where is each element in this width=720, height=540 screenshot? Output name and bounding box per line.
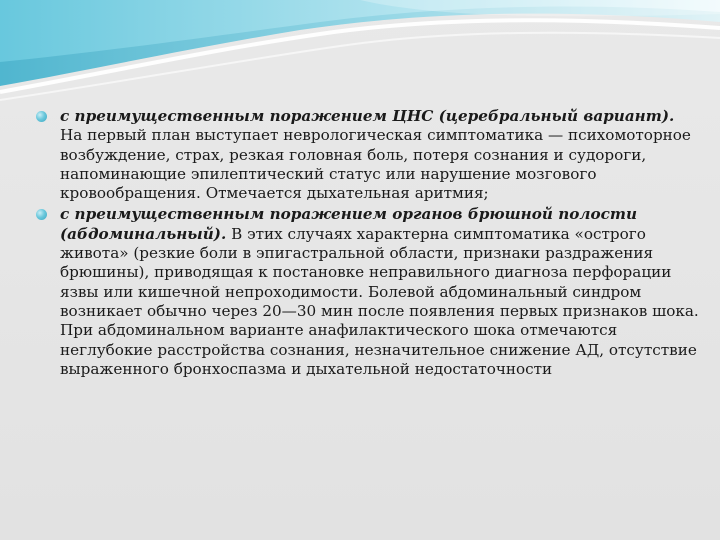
bullet-item-cerebral (36, 107, 700, 203)
bullet-lead-text: с преимущественным поражением органов брюшной полости (абдоминальный). (60, 205, 637, 243)
bullet-body-text: На первый план выступает неврологическая симптоматика — психомоторное возбуждение, страх, резкая головная боль, потеря сознания и судороги, напоминающие эпилептический статус или нарушение мозгового кровообращения. Отмечается дыхательная аритмия; (60, 126, 691, 203)
bullet-dot-icon (36, 111, 47, 122)
bullet-dot-icon (36, 209, 47, 220)
bullet-list (36, 107, 700, 381)
bullet-item-abdominal (36, 205, 700, 379)
header-wave-decoration (0, 0, 720, 110)
bullet-body-text: В этих случаях характерна симптоматика «острого живота» (резкие боли в эпигастральной области, признаки раздражения брюшины), приводящая к постановке неправильного диагноза перфорации язвы или кишечной непроходимости. Болевой абдоминальный синдром возникает обычно через 20—30 мин после появления первых признаков шока. При абдоминальном варианте анафилактического шока отмечаются неглубокие расстройства сознания, незначительное снижение АД, отсутствие выраженного бронхоспазма и дыхательной недостаточности (60, 224, 699, 378)
bullet-lead-text: с преимущественным поражением ЦНС (церебральный вариант). (60, 107, 675, 125)
